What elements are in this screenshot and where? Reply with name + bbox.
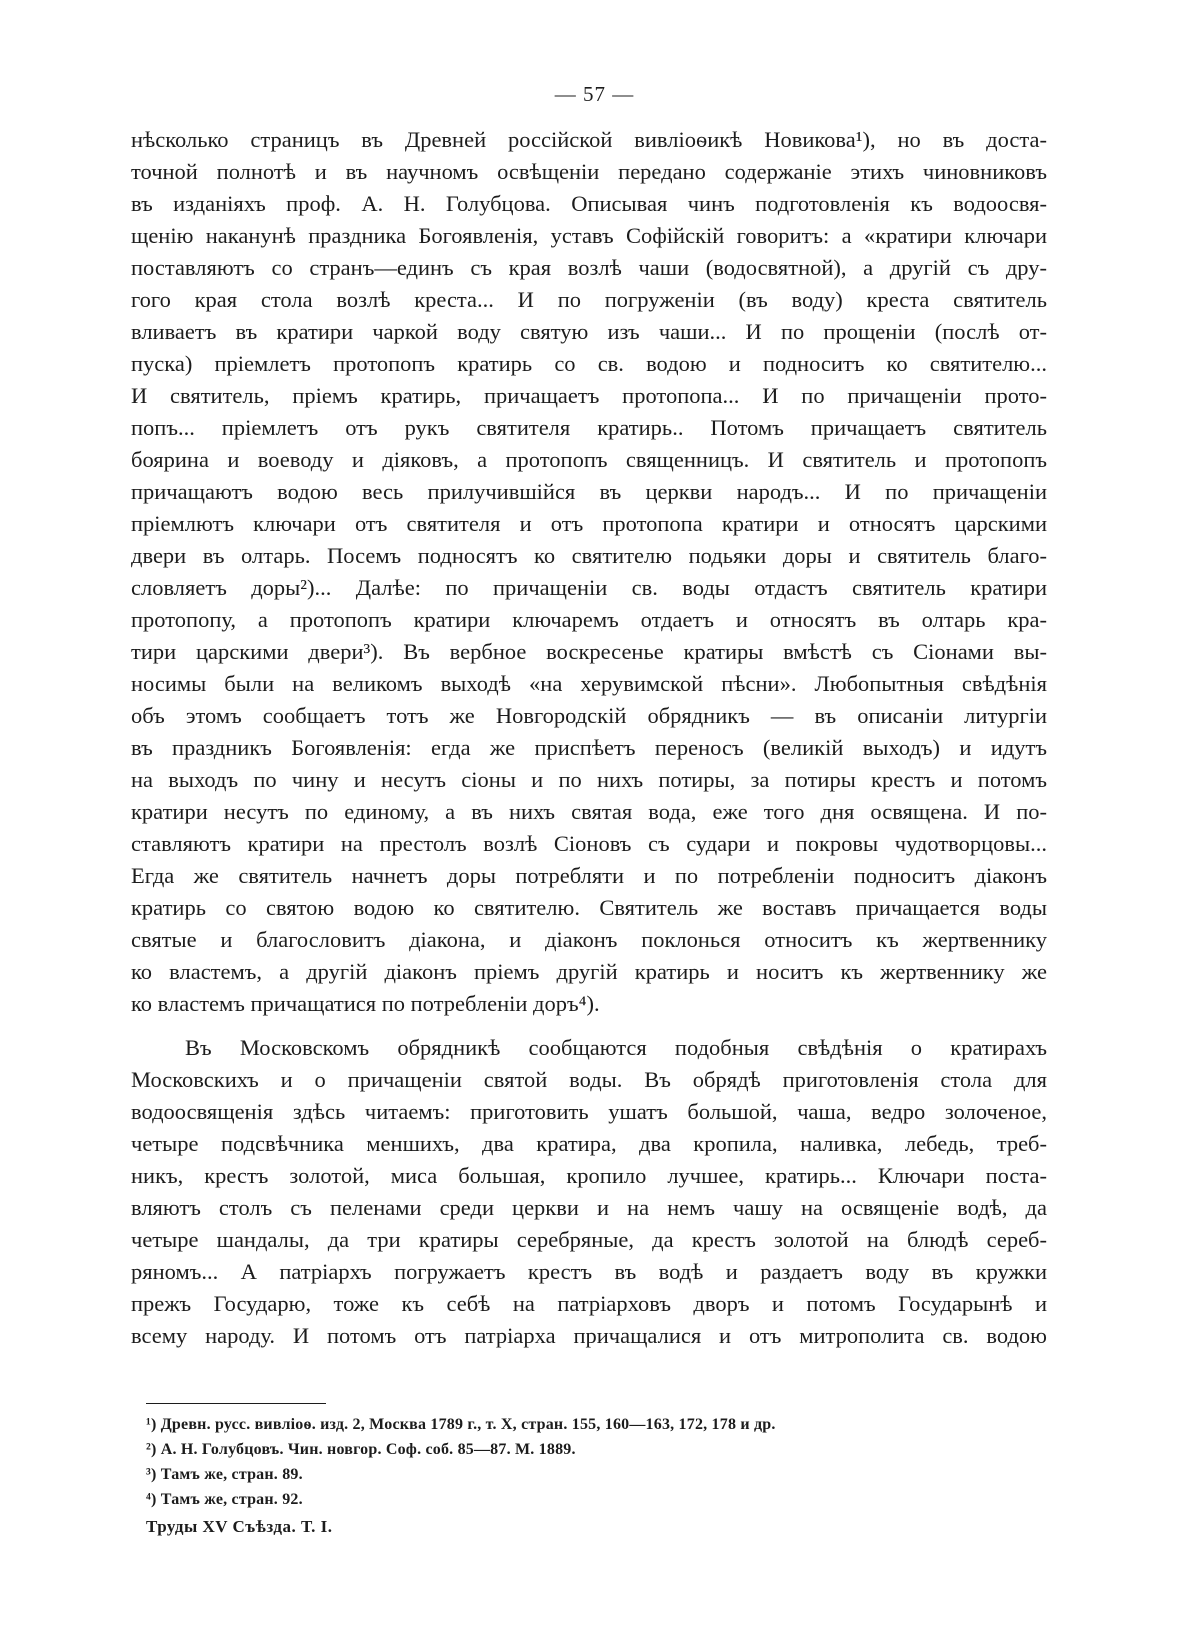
footnote-rule — [146, 1403, 326, 1404]
text-line: боярина и воеводу и діяковъ, а протопопъ священницъ. И святитель и протопопъ — [131, 447, 1047, 472]
text-line: всему народу. И потомъ отъ патріарха причащалися и отъ митрополита св. водою — [131, 1323, 1047, 1348]
footnote: ⁴) Тамъ же, стран. 92. — [146, 1491, 303, 1508]
text-line: четыре подсвѣчника меншихъ, два кратира, два кропила, наливка, лебедь, треб- — [131, 1131, 1047, 1156]
text-line: ко властемъ, а другій діаконъ пріемъ другій кратирь и носитъ къ жертвеннику же — [131, 959, 1047, 984]
text-line: тири царскими двери³). Въ вербное воскресенье кратиры вмѣстѣ съ Сіонами вы- — [131, 639, 1047, 664]
text-line: точной полнотѣ и въ научномъ освѣщеніи передано содержаніе этихъ чиновниковъ — [131, 159, 1047, 184]
text-line: пуска) пріемлетъ протопопъ кратирь со св. водою и подноситъ ко святителю... — [131, 351, 1047, 376]
text-line: кратири несутъ по единому, а въ нихъ святая вода, еже того дня освящена. И по- — [131, 799, 1047, 824]
text-line: И святитель, пріемъ кратирь, причащаетъ протопопа... И по причащеніи прото- — [131, 383, 1047, 408]
text-line: гого края стола возлѣ креста... И по погруженіи (въ воду) креста святитель — [131, 287, 1047, 312]
text-line: прежъ Государю, тоже къ себѣ на патріарховъ дворъ и потомъ Государынѣ и — [131, 1291, 1047, 1316]
text-line: двери въ олтарь. Посемъ подносятъ ко святителю подьяки доры и святитель благо- — [131, 543, 1047, 568]
text-line: кратирь со святою водою ко святителю. Святитель же воставъ причащается воды — [131, 895, 1047, 920]
text-line: ко властемъ причащатися по потребленіи доръ⁴). — [131, 991, 600, 1016]
body-text — [131, 124, 1047, 1352]
footnote: ²) А. Н. Голубцовъ. Чин. новгор. Соф. соб. 85—87. М. 1889. — [146, 1441, 576, 1458]
text-line: объ этомъ сообщаетъ тотъ же Новгородскій обрядникъ — въ описаніи литургіи — [131, 703, 1047, 728]
text-line: четыре шандалы, да три кратиры серебряные, да крестъ золотой на блюдѣ сереб- — [131, 1227, 1047, 1252]
text-line: причащаютъ водою весь прилучившійся въ церкви народъ... И по причащеніи — [131, 479, 1047, 504]
text-line: въ изданіяхъ проф. А. Н. Голубцова. Описывая чинъ подготовленія къ водоосвя- — [131, 191, 1047, 216]
text-line: на выходъ по чину и несутъ сіоны и по нихъ потиры, за потиры крестъ и потомъ — [131, 767, 1047, 792]
text-line: Егда же святитель начнетъ доры потребляти и по потребленіи подноситъ діаконъ — [131, 863, 1047, 888]
text-line: Въ Московскомъ обрядникѣ сообщаются подобныя свѣдѣнія о кратирахъ — [185, 1035, 1047, 1060]
text-line: вливаетъ въ кратири чаркой воду святую изъ чаши... И по прощеніи (послѣ от- — [131, 319, 1047, 344]
text-line: Московскихъ и о причащеніи святой воды. Въ обрядѣ приготовленія стола для — [131, 1067, 1047, 1092]
footnotes — [146, 1412, 1026, 1512]
page-number: — 57 — — [554, 82, 635, 106]
signature-mark: Труды XV Съѣзда. Т. I. — [146, 1517, 333, 1536]
text-line: водоосвященія здѣсь читаемъ: приготовить ушатъ большой, чаша, ведро золоченое, — [131, 1099, 1047, 1124]
footnote: ³) Тамъ же, стран. 89. — [146, 1466, 303, 1483]
text-line: вляютъ столъ съ пеленами среди церкви и на немъ чашу на освященіе водѣ, да — [131, 1195, 1047, 1220]
text-line: никъ, крестъ золотой, миса большая, кропило лучшее, кратирь... Ключари поста- — [131, 1163, 1047, 1188]
text-line: протопопу, а протопопъ кратири ключаремъ отдаетъ и относятъ въ олтарь кра- — [131, 607, 1047, 632]
text-line: носимы были на великомъ выходѣ «на херувимской пѣсни». Любопытныя свѣдѣнія — [131, 671, 1047, 696]
footnote: ¹) Древн. русс. вивліоѳ. изд. 2, Москва 1789 г., т. X, стран. 155, 160—163, 172, 178 и др. — [146, 1416, 776, 1433]
text-line: попъ... пріемлетъ отъ рукъ святителя кратирь.. Потомъ причащаетъ святитель — [131, 415, 1047, 440]
text-line: ряномъ... А патріархъ погружаетъ крестъ въ водѣ и раздаетъ воду въ кружки — [131, 1259, 1047, 1284]
text-line: щенію наканунѣ праздника Богоявленія, уставъ Софійскій говоритъ: а «кратири ключари — [131, 223, 1047, 248]
text-line: поставляютъ со странъ—единъ съ края возлѣ чаши (водосвятной), а другій съ дру- — [131, 255, 1047, 280]
text-line: пріемлютъ ключари отъ святителя и отъ протопопа кратири и относятъ царскими — [131, 511, 1047, 536]
text-line: святые и благословитъ діакона, и діаконъ поклонься относитъ къ жертвеннику — [131, 927, 1047, 952]
text-line: нѣсколько страницъ въ Древней россійской вивліоѳикѣ Новикова¹), но въ доста- — [131, 127, 1047, 152]
text-line: словляетъ доры²)... Далѣе: по причащеніи св. воды отдастъ святитель кратири — [131, 575, 1047, 600]
text-line: въ праздникъ Богоявленія: егда же приспѣетъ переносъ (великій выходъ) и идутъ — [131, 735, 1047, 760]
text-line: ставляютъ кратири на престолъ возлѣ Сіоновъ съ судари и покровы чудотворцовы... — [131, 831, 1047, 856]
